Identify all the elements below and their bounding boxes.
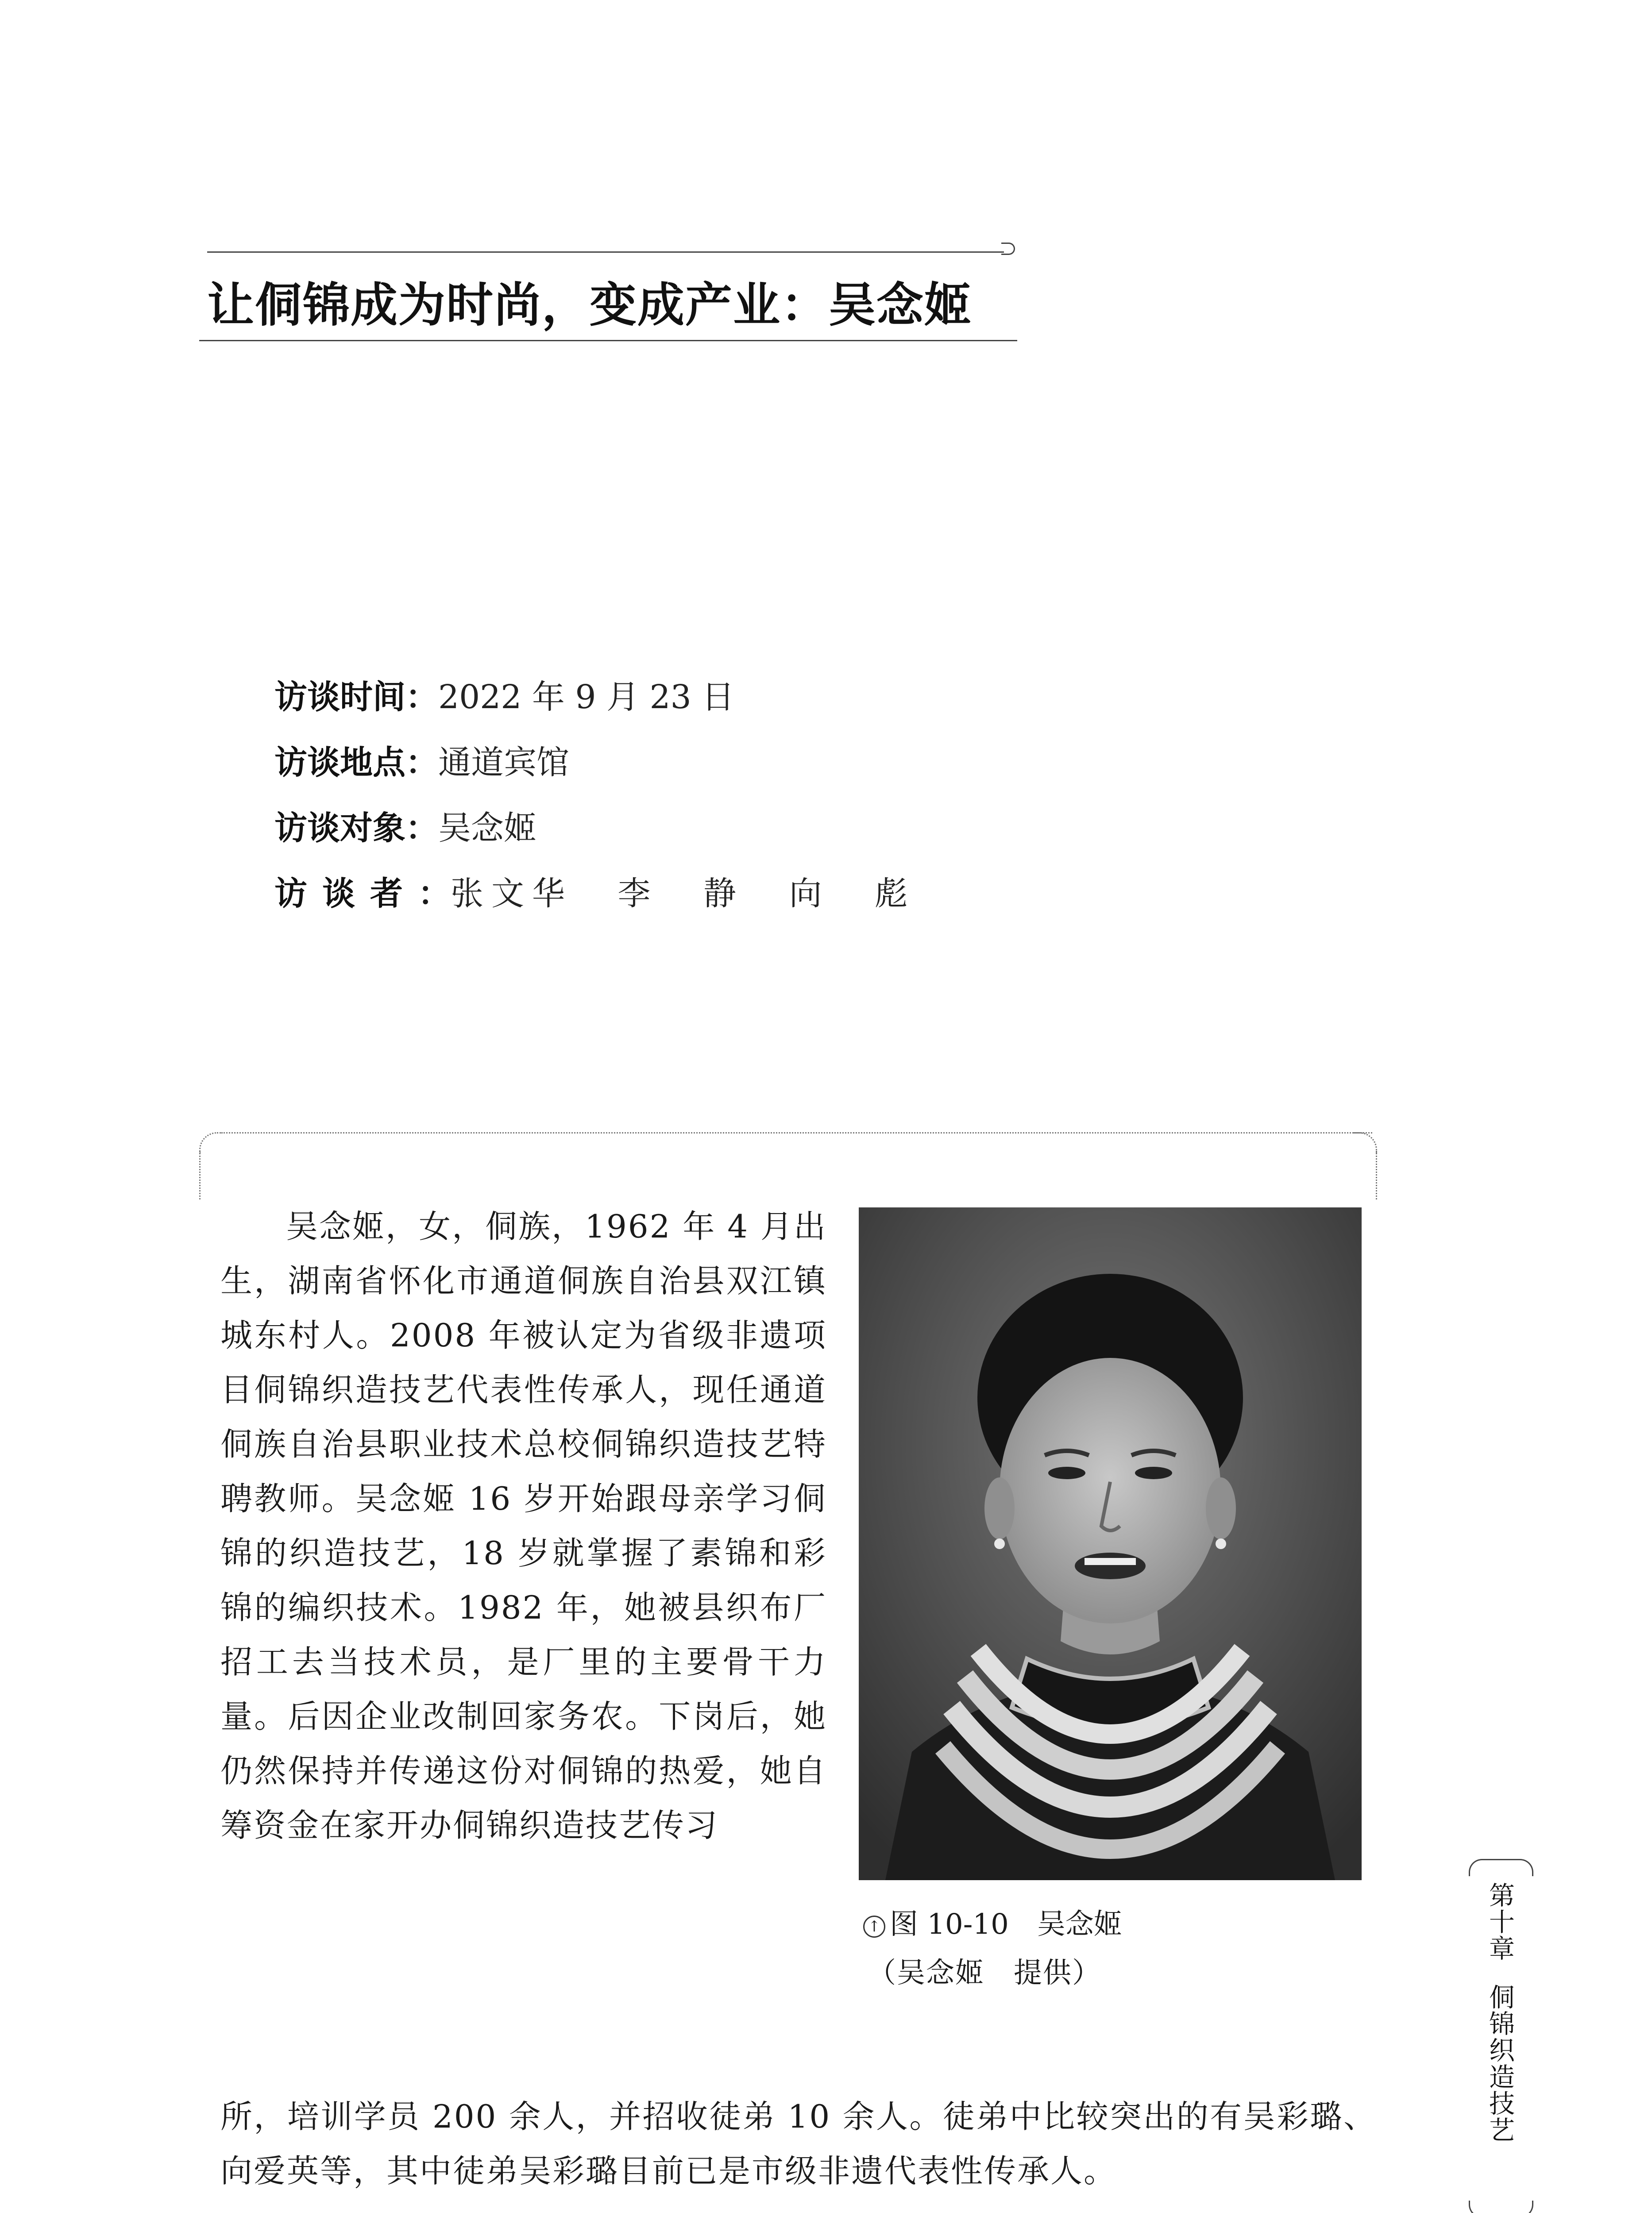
portrait-illustration (859, 1207, 1362, 1880)
interview-subject-label: 访谈对象 (274, 809, 405, 847)
frame-right-border (1376, 1151, 1377, 1199)
interview-place-value: 通道宾馆 (438, 744, 569, 782)
colon: ： (418, 875, 451, 913)
colon: ： (405, 744, 438, 782)
interview-subject-row (274, 804, 1381, 852)
interviewer-label: 访谈者 (274, 875, 418, 913)
section-label: 侗锦织造技艺 (1485, 1984, 1515, 2143)
frame-corner-right (1354, 1132, 1377, 1153)
interviewer-row (274, 869, 1381, 918)
page-title: 让侗锦成为时尚，变成产业：吴念姬 (207, 278, 972, 332)
frame-top-border (221, 1132, 1372, 1133)
portrait-photo (859, 1207, 1362, 1880)
interview-time-row (274, 673, 1381, 721)
body-paragraph: 吴念姬，女，侗族，1962 年 4 月出生，湖南省怀化市通道侗族自治县双江镇城东村人。2008 年被认定为省级非遗项目侗锦织造技艺代表性传承人，现任通道侗族自治县职业技术总校侗锦织造技艺特聘教师。吴念姬 16 岁开始跟母亲学习侗锦的织造技艺，18 岁就掌握了素锦和彩锦的编织技术。1982 年，她被县织布厂招工去当技术员，是厂里的主要骨干力量。后因企业改制回家务农。下岗后，她仍然保持并传递这份对侗锦的热爱，她自筹资金在家开办侗锦织造技艺传习 (220, 1208, 827, 1844)
interview-time-value: 2022 年 9 月 23 日 (438, 678, 735, 716)
interview-place-label: 访谈地点 (274, 744, 405, 782)
frame-left-border (199, 1151, 201, 1199)
side-tab-bracket-top (1469, 1859, 1533, 1876)
title-hook-ornament (1001, 243, 1015, 255)
interview-time-label: 访谈时间 (274, 678, 405, 716)
body-text-full-width (220, 2090, 1377, 2198)
interviewer-value: 张文华 李 静 向 彪 (451, 875, 916, 913)
title-top-rule (207, 251, 1004, 253)
interview-place-row (274, 738, 1381, 787)
frame-corner-left (199, 1132, 223, 1153)
interview-subject-value: 吴念姬 (438, 809, 537, 847)
body-text-column (220, 1199, 827, 1853)
body-paragraph-continuation: 所，培训学员 200 余人，并招收徒弟 10 余人。徒弟中比较突出的有吴彩璐、向爱英等，其中徒弟吴彩璐目前已是市级非遗代表性传承人。 (220, 2098, 1377, 2190)
figure-caption-text: 图 10-10 吴念姬 (890, 1908, 1122, 1941)
figure-caption (863, 1902, 1122, 1947)
title-bottom-rule (199, 340, 1017, 341)
caption-marker-icon: ↑ (863, 1916, 885, 1938)
chapter-label: 第十章 (1485, 1882, 1515, 1962)
chapter-side-tab (1478, 1882, 1522, 2201)
side-tab-bracket-bottom (1469, 2201, 1533, 2213)
colon: ： (405, 678, 438, 716)
figure-credit: （吴念姬 提供） (868, 1957, 1101, 1989)
colon: ： (405, 809, 438, 847)
